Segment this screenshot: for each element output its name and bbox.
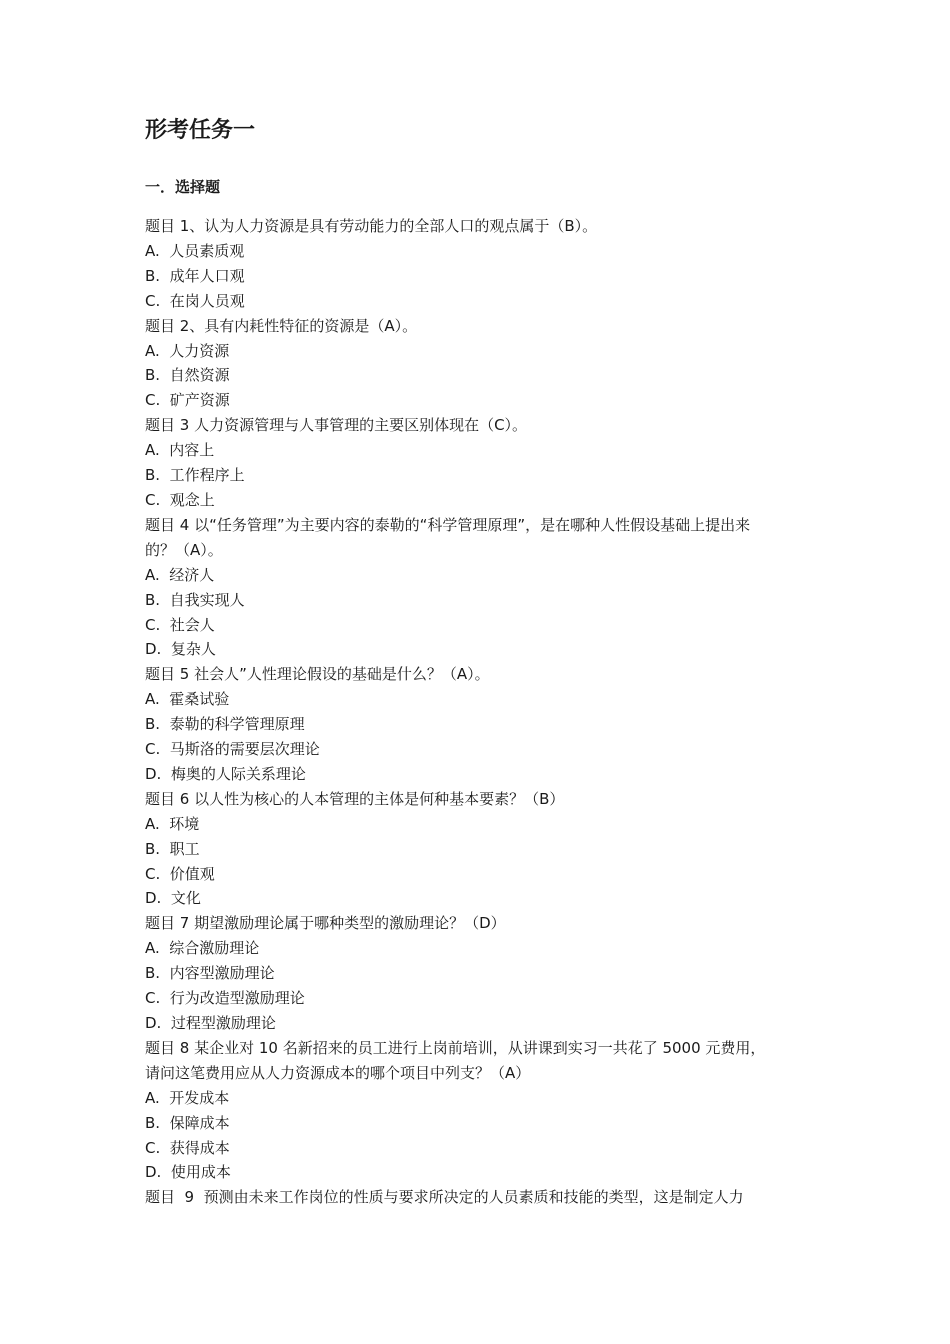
- page-title: 形考任务一: [145, 118, 256, 143]
- question-8-text-line-2: 请问这笔费用应从人力资源成本的哪个项目中列支？（A）: [145, 1063, 531, 1082]
- question-7-option-d: D. 过程型激励理论: [145, 1014, 276, 1032]
- question-4-text-line-2: 的？（A）。: [145, 540, 223, 559]
- question-6-option-b: B. 职工: [145, 839, 200, 858]
- section-heading: 一．选择题: [145, 178, 221, 196]
- question-5-option-b: B. 泰勒的科学管理原理: [145, 715, 305, 734]
- question-3-option-a: A. 内容上: [145, 441, 215, 460]
- question-4-option-a: A. 经济人: [145, 565, 215, 584]
- question-2-text: 题目 2、具有内耗性特征的资源是（A）。: [145, 316, 418, 335]
- question-7-option-c: C. 行为改造型激励理论: [145, 989, 305, 1008]
- document-content: [145, 114, 810, 1210]
- question-4-option-b: B. 自我实现人: [145, 590, 245, 609]
- question-2-option-b: B. 自然资源: [145, 366, 230, 385]
- question-1-option-c: C. 在岗人员观: [145, 291, 245, 310]
- question-list: [145, 214, 810, 1210]
- question-2-option-a: A. 人力资源: [145, 341, 230, 360]
- question-5-option-a: A. 霍桑试验: [145, 690, 230, 709]
- question-3-text: 题目 3 人力资源管理与人事管理的主要区别体现在（C）。: [145, 416, 528, 435]
- question-3-option-b: B. 工作程序上: [145, 466, 245, 485]
- question-3-option-c: C. 观念上: [145, 490, 215, 509]
- question-1-text: 题目 1、认为人力资源是具有劳动能力的全部人口的观点属于（B）。: [145, 217, 598, 235]
- question-6-option-a: A. 环境: [145, 814, 200, 833]
- question-7-text: 题目 7 期望激励理论属于哪种类型的激励理论？（D）: [145, 914, 506, 933]
- question-6-option-c: C. 价值观: [145, 864, 215, 883]
- question-1-option-b: B. 成年人口观: [145, 266, 245, 285]
- question-4-option-c: C. 社会人: [145, 615, 215, 634]
- question-5-text: 题目 5 社会人”人性理论假设的基础是什么？（A）。: [145, 665, 490, 684]
- question-8-option-b: B. 保障成本: [145, 1113, 230, 1132]
- question-1-option-a: A. 人员素质观: [145, 241, 245, 260]
- question-7-option-b: B. 内容型激励理论: [145, 964, 275, 983]
- question-6-option-d: D. 文化: [145, 889, 201, 908]
- question-7-option-a: A. 综合激励理论: [145, 939, 260, 958]
- question-9-text-line-1: 题目 9 预测由未来工作岗位的性质与要求所决定的人员素质和技能的类型，这是制定人力: [145, 1188, 744, 1207]
- question-5-option-d: D. 梅奥的人际关系理论: [145, 764, 306, 783]
- question-4-text-line-1: 题目 4 以“任务管理”为主要内容的泰勒的“科学管理原理”，是在哪种人性假设基础上提出来: [145, 515, 751, 534]
- question-6-text: 题目 6 以人性为核心的人本管理的主体是何种基本要素？（B）: [145, 789, 565, 808]
- question-2-option-c: C. 矿产资源: [145, 391, 230, 410]
- question-8-option-d: D. 使用成本: [145, 1163, 231, 1182]
- question-5-option-c: C. 马斯洛的需要层次理论: [145, 740, 320, 759]
- question-8-option-c: C. 获得成本: [145, 1138, 230, 1157]
- question-8-text-line-1: 题目 8 某企业对 10 名新招来的员工进行上岗前培训，从讲课到实习一共花了 5000 元费用，: [145, 1038, 766, 1057]
- question-8-option-a: A. 开发成本: [145, 1088, 230, 1107]
- question-4-option-d: D. 复杂人: [145, 640, 216, 659]
